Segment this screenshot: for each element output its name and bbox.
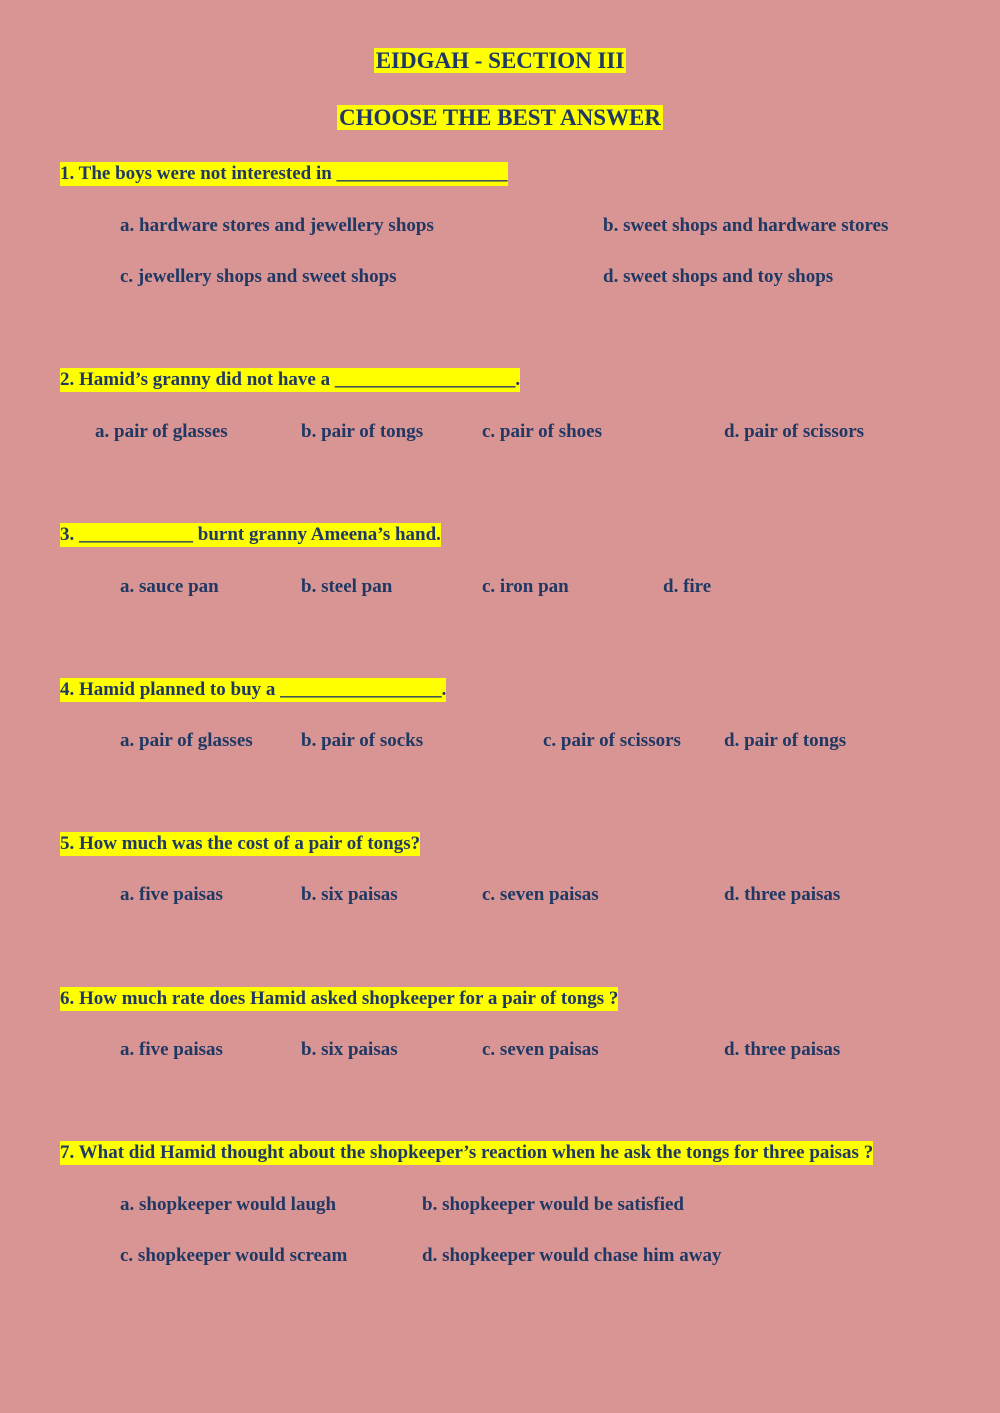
q2-option-a[interactable]: a. pair of glasses bbox=[95, 421, 228, 442]
q1-option-c[interactable]: c. jewellery shops and sweet shops bbox=[120, 266, 397, 287]
q5-option-b[interactable]: b. six paisas bbox=[301, 884, 398, 905]
question-5: 5. How much was the cost of a pair of tongs? bbox=[60, 833, 421, 854]
question-1: 1. The boys were not interested in __________________ bbox=[60, 163, 508, 184]
q2-option-b[interactable]: b. pair of tongs bbox=[301, 421, 424, 442]
q4-option-a[interactable]: a. pair of glasses bbox=[120, 730, 253, 751]
page-title: EIDGAH - SECTION III bbox=[375, 48, 625, 73]
q4-option-b[interactable]: b. pair of socks bbox=[301, 730, 424, 751]
q5-option-a[interactable]: a. five paisas bbox=[120, 884, 223, 905]
q7-option-b[interactable]: b. shopkeeper would be satisfied bbox=[422, 1194, 685, 1215]
question-6: 6. How much rate does Hamid asked shopkeeper for a pair of tongs ? bbox=[60, 988, 619, 1009]
question-3: 3. ____________ burnt granny Ameena’s hand. bbox=[60, 524, 441, 545]
question-2: 2. Hamid’s granny did not have a ___________________. bbox=[60, 369, 521, 390]
q6-option-a[interactable]: a. five paisas bbox=[120, 1039, 223, 1060]
q6-option-d[interactable]: d. three paisas bbox=[724, 1039, 841, 1060]
question-4: 4. Hamid planned to buy a _________________. bbox=[60, 679, 447, 700]
q1-option-a[interactable]: a. hardware stores and jewellery shops bbox=[120, 215, 434, 236]
q4-option-c[interactable]: c. pair of scissors bbox=[543, 730, 681, 751]
q7-option-a[interactable]: a. shopkeeper would laugh bbox=[120, 1194, 337, 1215]
q3-option-d[interactable]: d. fire bbox=[663, 576, 712, 597]
q5-option-c[interactable]: c. seven paisas bbox=[482, 884, 599, 905]
q3-option-b[interactable]: b. steel pan bbox=[301, 576, 393, 597]
q3-option-c[interactable]: c. iron pan bbox=[482, 576, 569, 597]
question-7: 7. What did Hamid thought about the shopkeeper’s reaction when he ask the tongs for three paisas ? bbox=[60, 1142, 874, 1163]
q6-option-b[interactable]: b. six paisas bbox=[301, 1039, 398, 1060]
q4-option-d[interactable]: d. pair of tongs bbox=[724, 730, 847, 751]
q3-option-a[interactable]: a. sauce pan bbox=[120, 576, 219, 597]
q1-option-b[interactable]: b. sweet shops and hardware stores bbox=[603, 215, 889, 236]
q7-option-c[interactable]: c. shopkeeper would scream bbox=[120, 1245, 348, 1266]
q6-option-c[interactable]: c. seven paisas bbox=[482, 1039, 599, 1060]
q7-option-d[interactable]: d. shopkeeper would chase him away bbox=[422, 1245, 722, 1266]
q2-option-d[interactable]: d. pair of scissors bbox=[724, 421, 865, 442]
q5-option-d[interactable]: d. three paisas bbox=[724, 884, 841, 905]
page-subtitle: CHOOSE THE BEST ANSWER bbox=[339, 105, 661, 130]
q2-option-c[interactable]: c. pair of shoes bbox=[482, 421, 602, 442]
q1-option-d[interactable]: d. sweet shops and toy shops bbox=[603, 266, 834, 287]
